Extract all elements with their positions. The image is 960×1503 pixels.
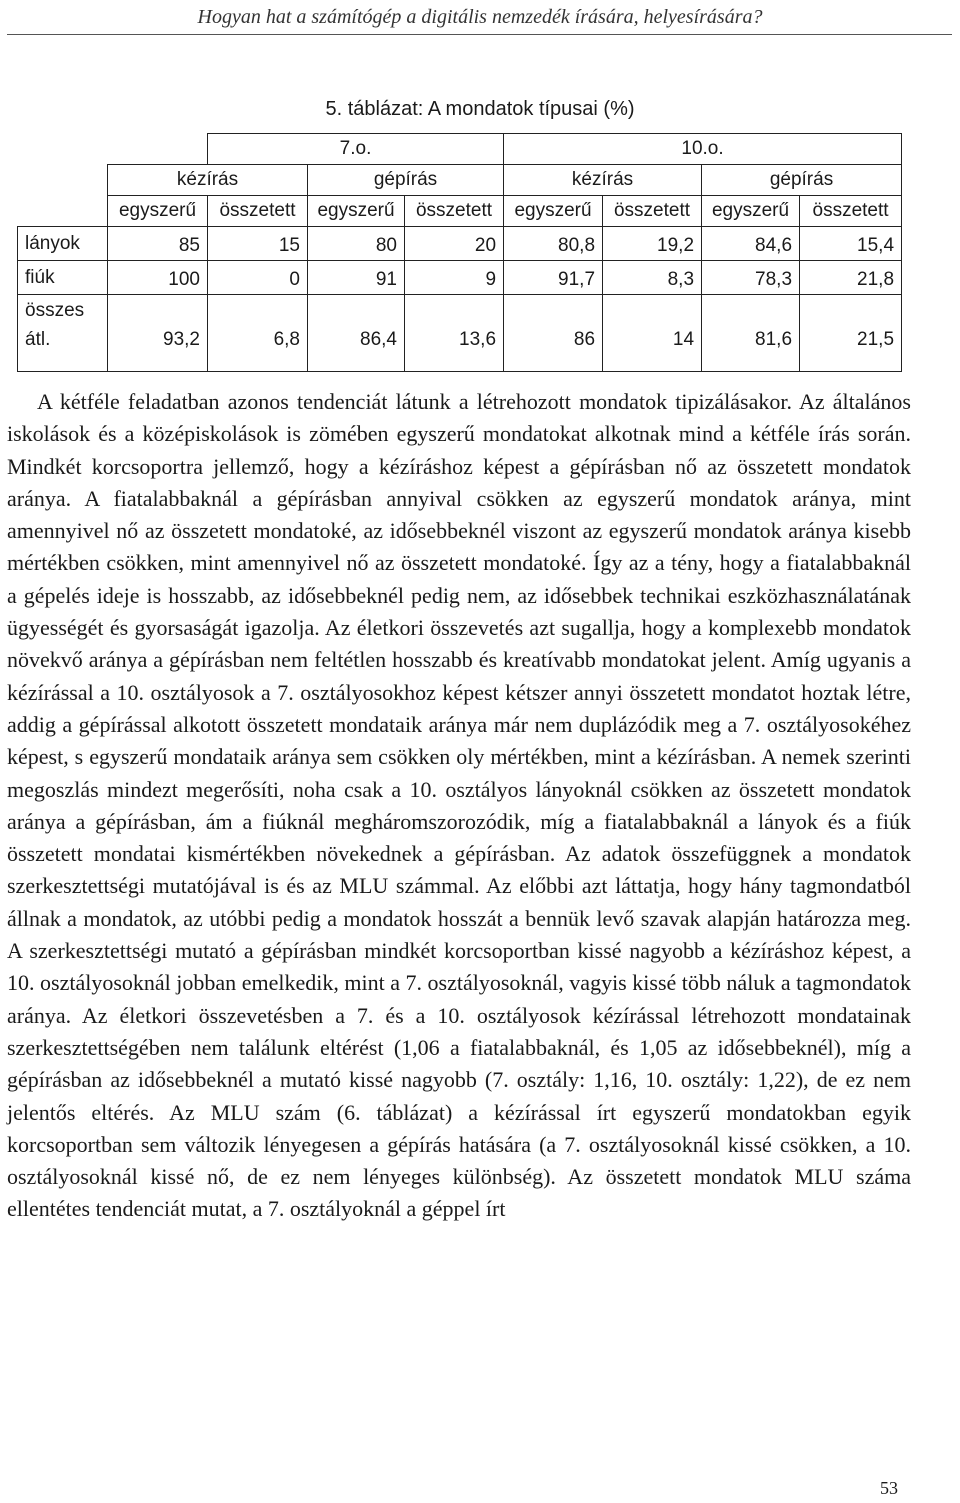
row-label: fiúk bbox=[18, 261, 108, 295]
table-cell: 91 bbox=[308, 261, 405, 295]
mode-header-7-gepi: gépírás bbox=[308, 165, 504, 196]
table-cell: 91,7 bbox=[504, 261, 603, 295]
running-header: Hogyan hat a számítógép a digitális nemzedék írására, helyesírására? bbox=[197, 6, 763, 28]
body-text bbox=[7, 386, 911, 1226]
mode-header-row bbox=[18, 165, 902, 196]
header-divider bbox=[7, 34, 952, 35]
row-label: összes átl. bbox=[18, 295, 108, 372]
table-cell: 21,5 bbox=[800, 295, 902, 372]
table-cell: 78,3 bbox=[702, 261, 800, 295]
subtype-header: egyszerű bbox=[504, 196, 603, 227]
table-cell: 86 bbox=[504, 295, 603, 372]
subtype-header: összetett bbox=[800, 196, 902, 227]
table-cell: 100 bbox=[108, 261, 208, 295]
subtype-header: egyszerű bbox=[308, 196, 405, 227]
table-row bbox=[18, 227, 902, 261]
table-caption: 5. táblázat: A mondatok típusai (%) bbox=[325, 98, 635, 120]
table-cell: 6,8 bbox=[208, 295, 308, 372]
table-cell: 15,4 bbox=[800, 227, 902, 261]
subtype-header-row bbox=[18, 196, 902, 227]
corner-cell bbox=[18, 196, 108, 227]
mode-header-10-kezi: kézírás bbox=[504, 165, 702, 196]
subtype-header: összetett bbox=[603, 196, 702, 227]
table-cell: 80,8 bbox=[504, 227, 603, 261]
table-row bbox=[18, 295, 902, 372]
table-cell: 86,4 bbox=[308, 295, 405, 372]
table-cell: 9 bbox=[405, 261, 504, 295]
mode-header-10-gepi: gépírás bbox=[702, 165, 902, 196]
corner-cell bbox=[18, 134, 108, 165]
grade-header-10: 10.o. bbox=[504, 134, 902, 165]
table-cell: 19,2 bbox=[603, 227, 702, 261]
table-cell: 8,3 bbox=[603, 261, 702, 295]
table-cell: 80 bbox=[308, 227, 405, 261]
corner-cell bbox=[18, 165, 108, 196]
sentence-types-table bbox=[17, 133, 902, 372]
table-cell: 93,2 bbox=[108, 295, 208, 372]
subtype-header: összetett bbox=[208, 196, 308, 227]
table-cell: 15 bbox=[208, 227, 308, 261]
table-cell: 13,6 bbox=[405, 295, 504, 372]
table-cell: 84,6 bbox=[702, 227, 800, 261]
subtype-header: egyszerű bbox=[108, 196, 208, 227]
grade-header-spacer bbox=[108, 134, 208, 165]
row-label: lányok bbox=[18, 227, 108, 261]
page-number: 53 bbox=[880, 1478, 898, 1498]
table-cell: 0 bbox=[208, 261, 308, 295]
table-cell: 85 bbox=[108, 227, 208, 261]
table-cell: 20 bbox=[405, 227, 504, 261]
table-row bbox=[18, 261, 902, 295]
grade-header-row bbox=[18, 134, 902, 165]
mode-header-7-kezi: kézírás bbox=[108, 165, 308, 196]
body-paragraph: A kétféle feladatban azonos tendenciát látunk a létrehozott mondatok tipizálásakor. Az általános iskolások és a középiskolások is zömében egyszerű mondatokat alkotnak mind a kétféle írás során. Mindkét korcsoportra jellemző, hogy a kézíráshoz képest a gépírásban nő az összetett mondatok aránya. A fiatalabbaknál a gépírásban annyival csökken az egyszerű mondatok aránya, mint amennyivel nő az összetett mondatoké, az idősebbeknél viszont az egyszerű mondatok aránya kisebb mértékben csökken, mint amennyivel nő az összetett mondatoké. Így az a tény, hogy a fiatalabbaknál a gépelés ideje is hosszabb, az idősebbeknél pedig nem, az idősebbek technikai eszközhasználatának ügyességét és gyorsaságát igazolja. Az életkori összevetés azt sugallja, hogy a komplexebb mondatok növekvő aránya a gépírásban nem feltétlen hosszabb és kreatívabb mondatokat jelent. Amíg ugyanis a kézírással a 10. osztályosok a 7. osztályosokhoz képest kétszer annyi összetett mondatot hoztak létre, addig a gépírással alkotott összetett mondataik aránya már nem duplázódik meg a 7. osztályosokéhez képest, s egyszerű mondataik aránya sem csökken oly mértékben, mint a kézírásban. A nemek szerinti megoszlás mindezt megerősíti, noha csak a 10. osztályos lányoknál csökken az összetett mondatok aránya a gépírásban, ám a fiúknál megháromszorozódik, míg a fiatalabbaknál a lányok és a fiúk összetett mondatai kismértékben növekednek a gépírásban. Az adatok összefüggnek a mondatok szerkesztettségi mutatójával is és az MLU számmal. Az előbbi azt láttatja, hogy hány tagmondatból állnak a mondatok, az utóbbi pedig a mondatok hosszát a bennük levő szavak alapján határozza meg. A szerkesztettségi mutató a gépírásban mindkét korcsoportban kissé nagyobb a kézíráshoz képest, a 10. osztályosoknál jobban emelkedik, mint a 7. osztályosoknál, vagyis kissé több náluk a tagmondatok aránya. Az életkori összevetésben a 7. és a 10. osztályosok kézírással létrehozott mondatainak szerkesztettségében nem találunk eltérést (1,06 a fiatalabbaknál, és 1,05 az idősebbeknél), míg a gépírásban az idősebbeknél a mutató kissé nagyobb (7. osztály: 1,16, 10. osztály: 1,22), de ez nem jelentős eltérés. Az MLU szám (6. táblázat) a kézírással írt egyszerű mondatokban egyik korcsoportban sem változik lényegesen a gépírás hatására (a 7. osztályosoknál kissé csökken, a 10. osztályosoknál kissé nő, de ez nem lényeges különbség). Az összetett mondatok MLU száma ellentétes tendenciát mutat, a 7. osztályoknál a géppel írt bbox=[7, 389, 911, 1222]
table-cell: 21,8 bbox=[800, 261, 902, 295]
subtype-header: összetett bbox=[405, 196, 504, 227]
table-cell: 81,6 bbox=[702, 295, 800, 372]
grade-header-7: 7.o. bbox=[208, 134, 504, 165]
table-cell: 14 bbox=[603, 295, 702, 372]
subtype-header: egyszerű bbox=[702, 196, 800, 227]
